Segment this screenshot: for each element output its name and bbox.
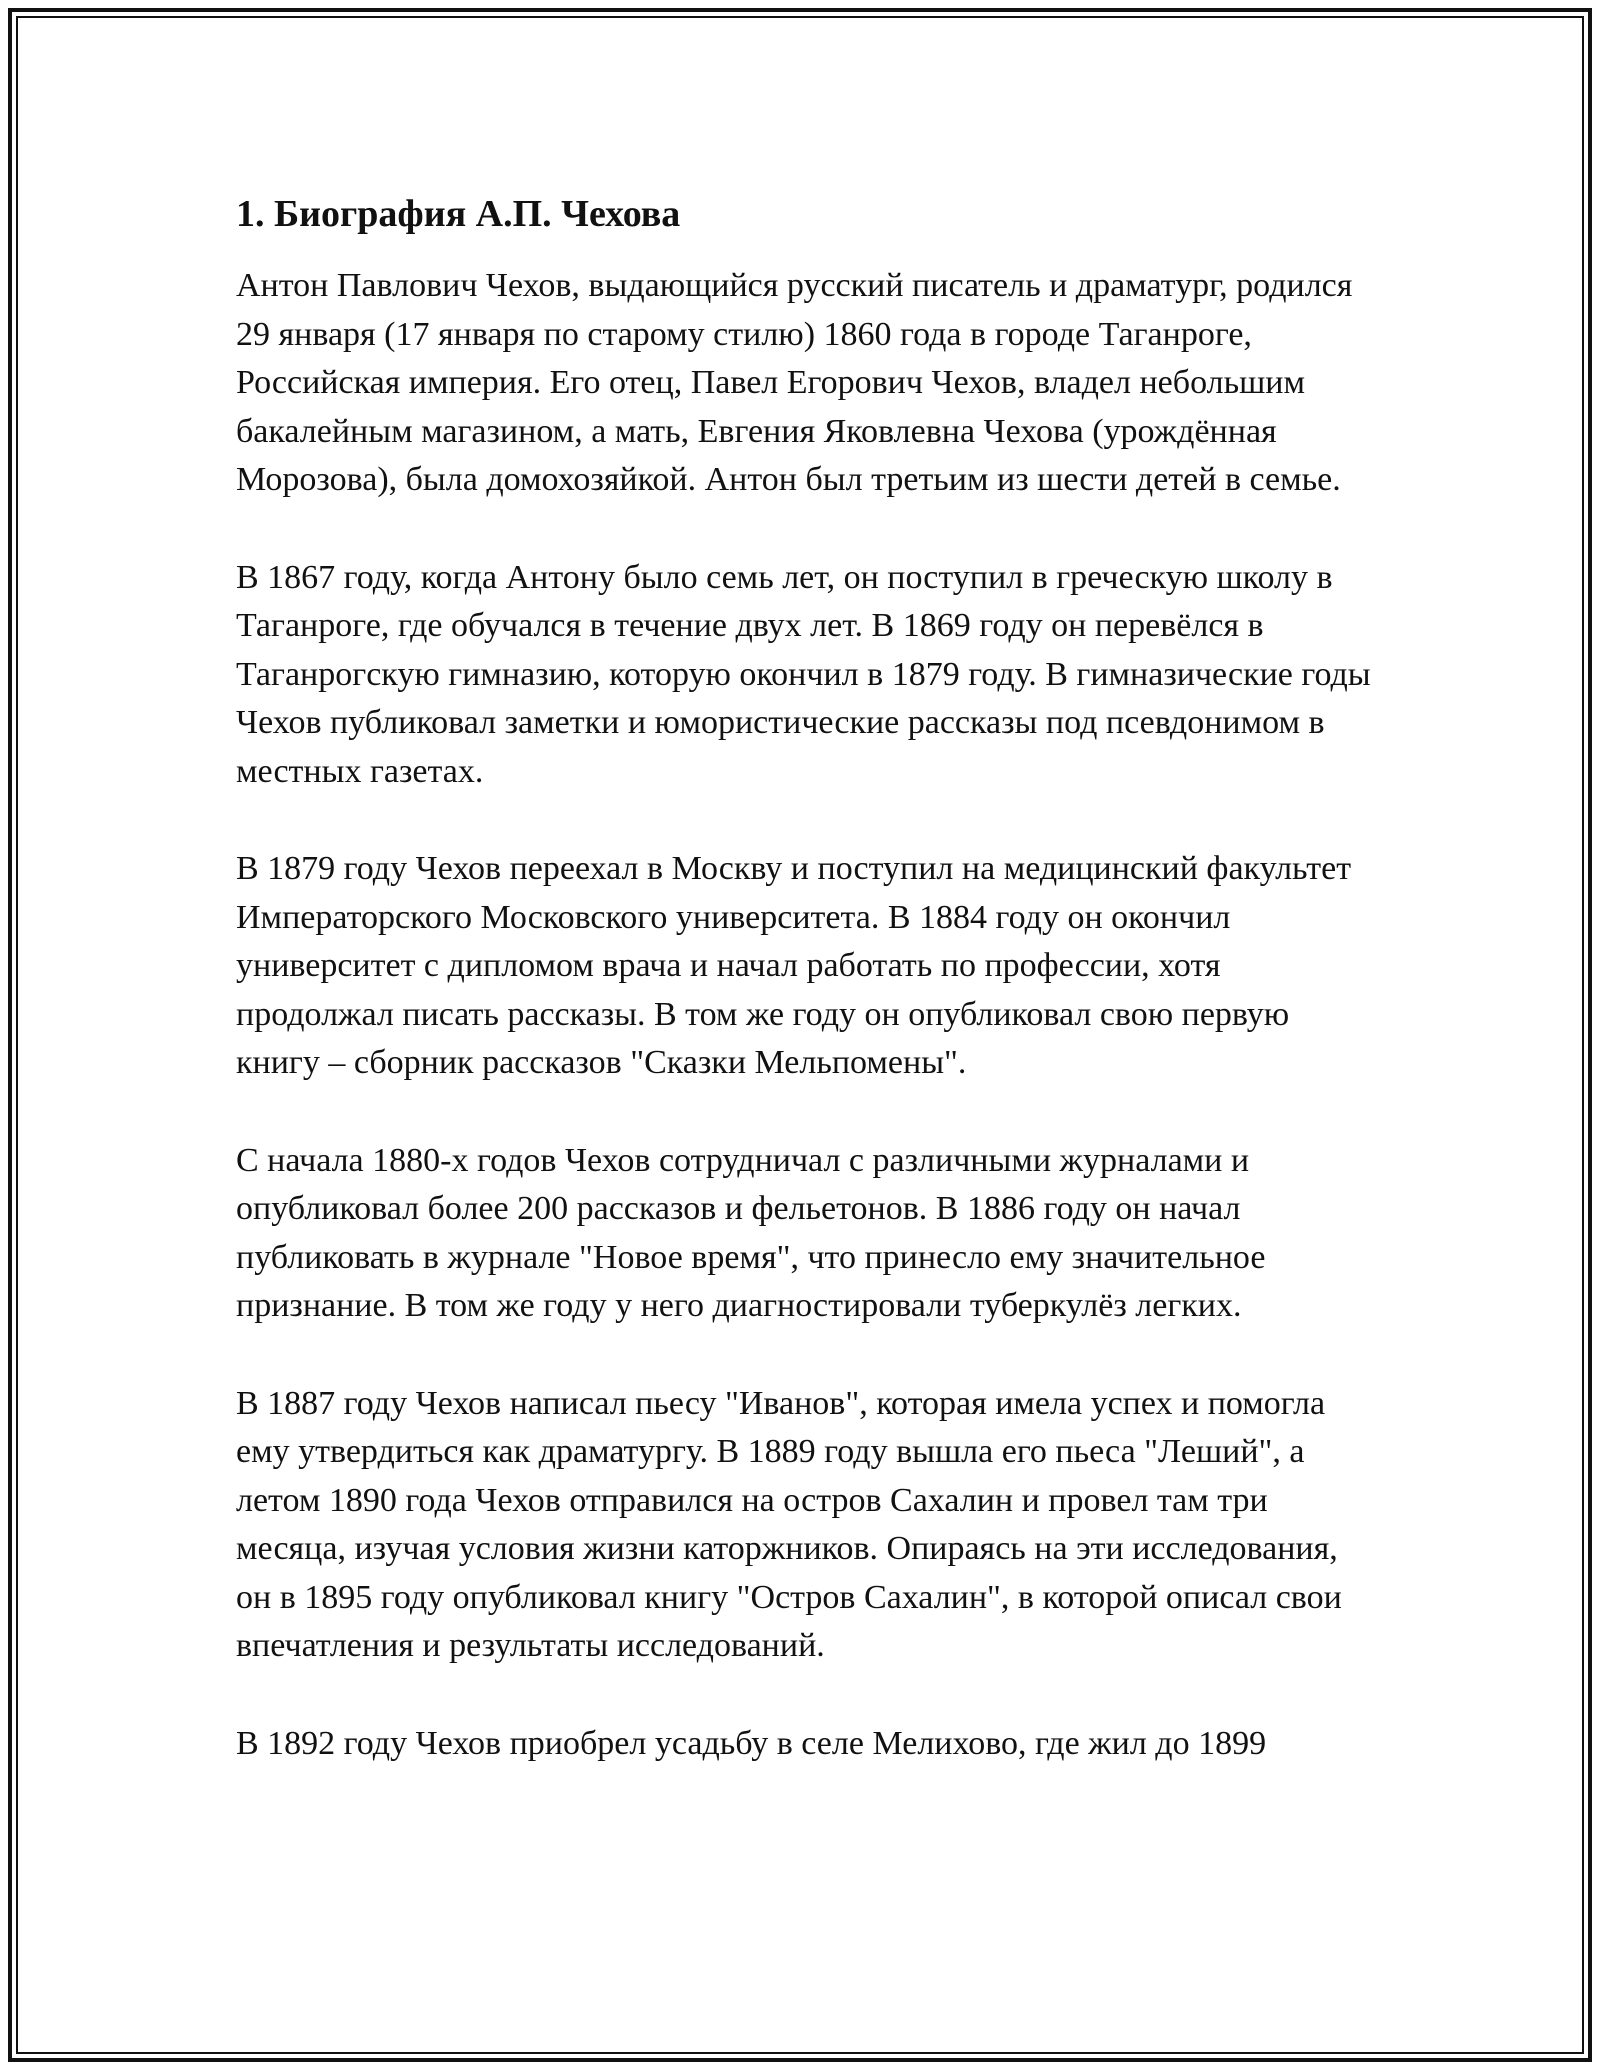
paragraph-plays-sakhalin: В 1887 году Чехов написал пьесу "Иванов", которая имела успех и помогла ему утвердиться как драматургу. В 1889 году вышла его пьеса "Леший", а летом 1890 года Чехов отправился на остров Сахалин и провел там три месяца, изучая условия жизни каторжников. Опираясь на эти исследования, он в 1895 году опубликовал книгу "Остров Сахалин", в которой описал свои впечатления и результаты исследований. [236, 1384, 1342, 1664]
document-body [236, 186, 1376, 1768]
section-heading: 1. Биография А.П. Чехова [236, 193, 681, 235]
paragraph-education: В 1867 году, когда Антону было семь лет, он поступил в греческую школу в Таганроге, где обучался в течение двух лет. В 1869 году он перевёлся в Таганрогскую гимназию, которую окончил в 1879 году. В гимназические годы Чехов публиковал заметки и юмористические рассказы под псевдонимом в местных газетах. [236, 558, 1371, 790]
paragraph-journals: С начала 1880-х годов Чехов сотрудничал с различными журналами и опубликовал более 200 рассказов и фельетонов. В 1886 году он начал публиковать в журнале "Новое время", что принесло ему значительное признание. В том же году у него диагностировали туберкулёз легких. [236, 1141, 1266, 1324]
paragraph-early-life: Антон Павлович Чехов, выдающийся русский писатель и драматург, родился 29 января (17 января по старому стилю) 1860 года в городе Таганроге, Российская империя. Его отец, Павел Егорович Чехов, владел небольшим бакалейным магазином, а мать, Евгения Яковлевна Чехова (урождённая Морозова), была домохозяйкой. Антон был третьим из шести детей в семье. [236, 267, 1353, 498]
paragraph-moscow-university: В 1879 году Чехов переехал в Москву и поступил на медицинский факультет Императорского Московского университета. В 1884 году он окончил университет с дипломом врача и начал работать по профессии, хотя продолжал писать рассказы. В том же году он опубликовал свою первую книгу – сборник рассказов "Сказки Мельпомены". [236, 850, 1352, 1081]
paragraph-melikhovo: В 1892 году Чехов приобрел усадьбу в селе Мелихово, где жил до 1899 [236, 1724, 1267, 1762]
